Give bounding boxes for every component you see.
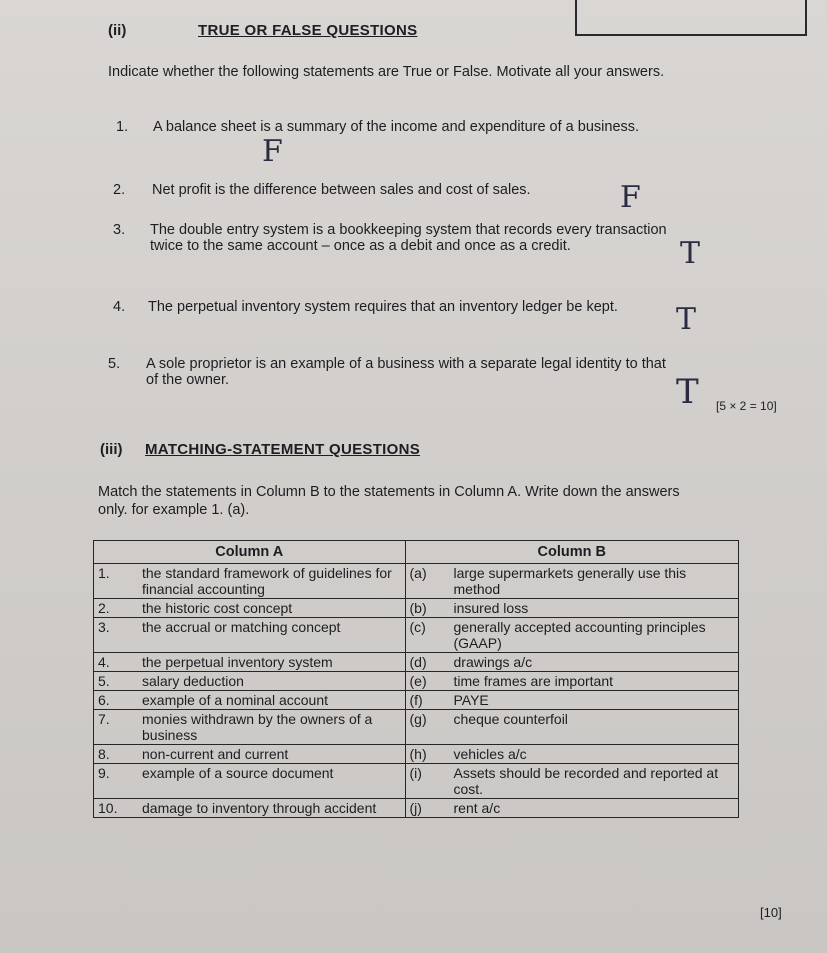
column-a-text: the accrual or matching concept [142,619,341,635]
column-a-text: example of a nominal account [142,692,328,708]
question-text: The double entry system is a bookkeeping system that records every transaction twice to the same account – once as a debit and once as a credit. [150,222,667,254]
column-b-cell [405,710,739,745]
table-row [94,653,739,672]
section-ii-marks: [5 × 2 = 10] [716,399,777,413]
column-b-text: Assets should be recorded and reported at cost. [453,765,719,797]
column-a-text: non-current and current [142,746,289,762]
column-b-text: large supermarkets generally use this method [453,565,687,597]
column-b-cell [405,672,739,691]
column-a-text: salary deduction [142,673,244,689]
column-a-text: the historic cost concept [142,600,293,616]
question-number: 5. [108,356,121,372]
table-row [94,799,739,818]
question-text: Net profit is the difference between sales and cost of sales. [152,182,531,198]
column-b-text: drawings a/c [453,654,533,670]
table-row [94,764,739,799]
table-row [94,599,739,618]
column-a-text: monies withdrawn by the owners of a business [142,711,373,743]
column-b-header: Column B [405,541,739,564]
section-ii-title: TRUE OR FALSE QUESTIONS [198,22,418,39]
column-b-text: generally accepted accounting principles (GAAP) [453,619,706,651]
column-b-text: vehicles a/c [453,746,527,762]
column-b-cell [405,764,739,799]
row-letter: (j) [409,800,422,816]
matching-table [93,540,739,818]
column-a-cell [94,691,406,710]
header-box [575,0,807,36]
column-a-cell [94,672,406,691]
column-a-cell [94,745,406,764]
table-header-row [94,541,739,564]
row-number: 7. [98,711,110,727]
column-b-text: insured loss [453,600,529,616]
section-ii-instruction: Indicate whether the following statements are True or False. Motivate all your answers. [108,64,665,80]
question-number: 1. [116,119,129,135]
row-number: 9. [98,765,110,781]
column-b-text: PAYE [453,692,489,708]
section-iii-marks: [10] [760,905,782,920]
column-b-text: rent a/c [453,800,501,816]
row-letter: (f) [409,692,423,708]
row-letter: (h) [409,746,427,762]
row-number: 2. [98,600,110,616]
row-number: 10. [98,800,118,816]
column-a-cell [94,599,406,618]
column-a-cell [94,764,406,799]
column-b-cell [405,653,739,672]
question-number: 3. [113,222,126,238]
row-letter: (d) [409,654,427,670]
column-a-header: Column A [94,541,406,564]
handwritten-answer: F [262,134,283,169]
column-a-cell [94,618,406,653]
column-b-text: time frames are important [453,673,613,689]
column-b-cell [405,691,739,710]
row-letter: (c) [409,619,426,635]
handwritten-answer: T [676,302,697,337]
table-row [94,618,739,653]
column-b-text: cheque counterfoil [453,711,568,727]
question-text: A balance sheet is a summary of the income and expenditure of a business. [153,119,640,135]
table-row [94,710,739,745]
table-row [94,745,739,764]
row-letter: (b) [409,600,427,616]
column-b-cell [405,618,739,653]
column-a-cell [94,710,406,745]
table-row [94,691,739,710]
column-b-cell [405,564,739,599]
section-ii-number: (ii) [108,22,127,39]
row-letter: (g) [409,711,427,727]
section-iii-instruction: Match the statements in Column B to the statements in Column A. Write down the answers only. for example 1. (a). [98,484,680,518]
handwritten-answer: F [620,180,641,215]
row-letter: (a) [409,565,427,581]
row-number: 3. [98,619,110,635]
column-a-cell [94,564,406,599]
row-letter: (i) [409,765,422,781]
column-a-text: example of a source document [142,765,334,781]
section-iii-number: (iii) [100,441,123,458]
question-text: A sole proprietor is an example of a business with a separate legal identity to that of the owner. [146,356,666,388]
row-number: 6. [98,692,110,708]
handwritten-answer: T [676,372,699,412]
column-a-cell [94,799,406,818]
table-row [94,564,739,599]
column-b-cell [405,599,739,618]
row-number: 5. [98,673,110,689]
question-text: The perpetual inventory system requires that an inventory ledger be kept. [148,299,618,315]
column-a-text: the standard framework of guidelines for financial accounting [142,565,392,597]
column-b-cell [405,799,739,818]
row-number: 1. [98,565,110,581]
column-a-cell [94,653,406,672]
column-a-text: damage to inventory through accident [142,800,377,816]
row-number: 8. [98,746,110,762]
column-a-text: the perpetual inventory system [142,654,333,670]
question-number: 4. [113,299,126,315]
handwritten-answer: T [680,236,701,271]
question-number: 2. [113,182,126,198]
column-b-cell [405,745,739,764]
table-row [94,672,739,691]
row-number: 4. [98,654,110,670]
section-iii-title: MATCHING-STATEMENT QUESTIONS [145,441,421,458]
row-letter: (e) [409,673,427,689]
